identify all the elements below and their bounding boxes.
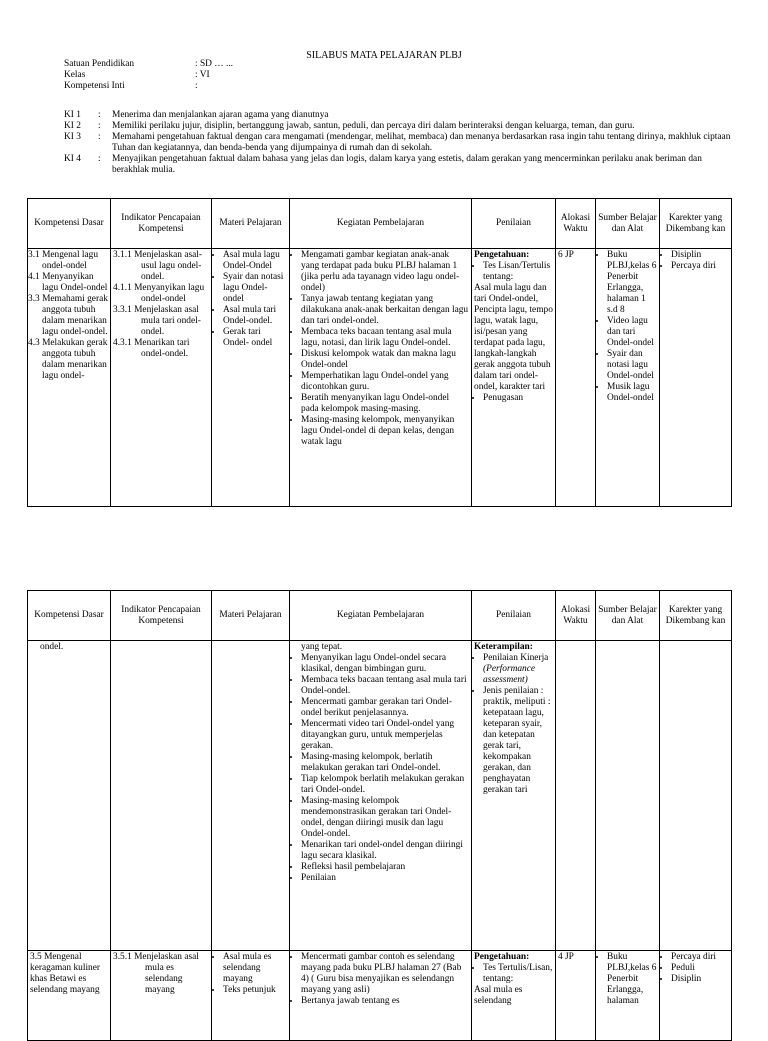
meta-value: : SD … ... [195,59,234,69]
ki-row [64,110,736,121]
syllabus-table-2 [27,590,732,1041]
kegiatan-item: • Beratih menyanyikan lagu Ondel-ondel pada kelompok masing-masing. [301,393,469,415]
ki-colon: : [98,121,101,131]
ki-colon: : [98,132,101,142]
column-header: Karekter yang Dikembang kan [660,199,732,249]
kegiatan-item: • Refleksi hasil pembelajaran [301,862,469,873]
column-header: Penilaian [472,199,556,249]
kegiatan-item: • Tanya jawab tentang kegiatan yang dilakukana anak-anak berkaitan dengan lagu dan tari ondel-ondel. [301,294,469,327]
kd-cell [28,249,111,507]
ki-text: Menyajikan pengetahuan faktual dalam bahasa yang jelas dan logis, dalam karya yang estetis, dalam gerakan yang mencerminkan perilaku anak beriman dan berakhlak mulia. [112,154,702,175]
sumber-cell [596,249,660,507]
kegiatan-item: • Mencermati gambar gerakan tari Ondel-ondel berikut penjelasannya. [301,697,469,719]
karakter-item: • Percaya diri [671,952,729,963]
column-header: Materi Pelajaran [212,591,290,641]
column-header: Kompetensi Dasar [28,591,111,641]
kd-item: 4.3 Melakukan gerak anggota tubuh dalam menarikan lagu ondel- [28,338,108,381]
meta-row [64,81,233,92]
penilaian-heading: Pengetahuan: [474,952,530,962]
indikator-item: 4.1.1 Menyanyikan lagu ondel-ondel [113,283,205,304]
penilaian-item-text: Penilaian Kinerja [483,653,549,663]
ki-row [64,121,736,132]
penilaian-cell [472,249,556,507]
column-header: Kegiatan Pembelajaran [290,199,472,249]
kd-item: 3.3 Memahami gerak anggota tubuh dalam menarikan lagu ondel-ondel. [28,294,108,337]
kegiatan-cell [290,641,472,951]
kd-item: 3.1 Mengenal lagu ondel-ondel [28,250,99,271]
indikator-item: 4.3.1 Menarikan tari ondel-ondel. [113,338,190,359]
column-header: Penilaian [472,591,556,641]
penilaian-item: • Penugasan [483,393,553,404]
table-header-row [28,199,732,249]
sumber-item: • Buku PLBJ,kelas 6 Penerbit Erlangga, halaman [607,952,657,1007]
column-header: Indikator Pencapaian Kompetensi [111,591,212,641]
karakter-cell [660,249,732,507]
ki-code: KI 2 [64,121,81,131]
kegiatan-cell [290,951,472,1041]
penilaian-item: • Tes Lisan/Tertulis tentang: [483,261,553,283]
indikator-item: 3.1.1 Menjelaskan asal-usul lagu ondel-ondel. [113,250,203,282]
ki-row [64,132,736,154]
column-header: Indikator Pencapaian Kompetensi [111,199,212,249]
table-row [28,641,732,951]
kegiatan-item: • Mencermati gambar contoh es selendang mayang pada buku PLBJ halaman 27 (Bab 4) ( Guru bisa menyajikan es selendangn mayang yang asli) [301,952,469,996]
kegiatan-cell [290,249,472,507]
karakter-cell [660,951,732,1041]
kegiatan-item: • Menyanyikan lagu Ondel-ondel secara klasikal, dengan bimbingan guru. [301,653,469,675]
kegiatan-item: • Menarikan tari ondel-ondel dengan diiringi lagu secara klasikal. [301,840,469,862]
table-row [28,249,732,507]
meta-value: : [195,81,198,91]
meta-label: Satuan Pendidikan [64,59,135,69]
penilaian-text: Asal mula es selendang [474,985,523,1006]
kegiatan-item: • Mencermati video tari Ondel-ondel yang ditayangkan guru, untuk memperjelas gerakan. [301,719,469,752]
ki-row [64,154,736,176]
meta-label: Kompetensi Inti [64,81,125,91]
ki-code: KI 1 [64,110,81,120]
kegiatan-continuation: yang tepat. [301,642,343,652]
kd-item: 4.1 Menyanyikan lagu Ondel-ondel [28,272,108,293]
column-header: Alokasi Waktu [556,591,596,641]
alokasi-cell [556,641,596,951]
document-title: SILABUS MATA PELAJARAN PLBJ [306,50,462,61]
penilaian-item: • Jenis penilaian : praktik, meliputi : ketepataan lagu, keteparan syair, dan ketepatan gerak tari, kekompakan gerakan, dan penghayatan gerakan tari [483,686,553,796]
penilaian-item [483,653,553,686]
kd-cell: 3.5 Mengenal keragaman kuliner khas Betawi es selendang mayang [28,951,111,1041]
indikator-item: 3.5.1 Menjelaskan asal mula es selendang mayang [113,952,199,995]
ki-code: KI 4 [64,154,81,164]
materi-cell [212,249,290,507]
penilaian-cell [472,641,556,951]
karakter-cell [660,641,732,951]
indikator-item: 3.3.1 Menjelaskan asal mula tari ondel-ondel. [113,305,201,337]
kd-continuation: ondel. [40,642,64,652]
ki-text: Memahami pengetahuan faktual dengan cara mengamati (mendengar, melihat, membaca) dan menanya berdasarkan rasa ingin tahu tentang dirinya, makhluk ciptaan Tuhan dan kegiatannya, dan benda-benda yang dijumpainya di rumah dan di sekolah. [112,132,731,153]
materi-cell [212,641,290,951]
kegiatan-item: • Tiap kelompok berlatih melakukan gerakan tari Ondel-ondel. [301,774,469,796]
sumber-cell [596,951,660,1041]
penilaian-cell [472,951,556,1041]
ki-code: KI 3 [64,132,81,142]
indikator-cell [111,641,212,951]
column-header: Karekter yang Dikembang kan [660,591,732,641]
karakter-item: • Disiplin [671,250,729,261]
table-header-row [28,591,732,641]
sumber-item: • Syair dan notasi lagu Ondel-ondel [607,349,657,382]
kegiatan-item: • Penilaian [301,873,469,884]
column-header: Kegiatan Pembelajaran [290,591,472,641]
karakter-item: • Percaya diri [671,261,729,272]
column-header: Kompetensi Dasar [28,199,111,249]
materi-item: • Asal mula tari Ondel-ondel. [223,305,287,327]
materi-item: • Teks petunjuk [223,985,287,996]
kegiatan-item: • Masing-masing kelompok, berlatih melakukan gerakan tari Ondel-ondel. [301,752,469,774]
sumber-item: • Musik lagu Ondel-ondel [607,382,657,404]
kegiatan-item: • Membaca teks bacaan tentang asal mula tari Ondel-ondel. [301,675,469,697]
ki-colon: : [98,154,101,164]
kegiatan-item: • Masing-masing kelompok mendemonstrasikan gerakan tari Ondel-ondel, dengan diiringi musik dan lagu Ondel-ondel. [301,796,469,840]
column-header: Alokasi Waktu [556,199,596,249]
meta-row [64,59,233,70]
alokasi-cell: 6 JP [556,249,596,507]
kegiatan-item: • Memperhatikan lagu Ondel-ondel yang dicontohkan guru. [301,371,469,393]
meta-row [64,70,233,81]
kegiatan-item: • Mengamati gambar kegiatan anak-anak yang terdapat pada buku PLBJ halaman 1 (jika perlu ada tayanagn video lagu ondel-ondel) [301,250,469,294]
kd-cell [28,641,111,951]
ki-text: Menerima dan menjalankan ajaran agama yang dianutnya [112,110,329,120]
materi-cell [212,951,290,1041]
ki-colon: : [98,110,101,120]
column-header: Materi Pelajaran [212,199,290,249]
penilaian-heading: Pengetahuan: [474,250,530,260]
alokasi-cell: 4 JP [556,951,596,1041]
karakter-item: • Peduli [671,963,729,974]
indikator-cell [111,951,212,1041]
ki-text: Memiliki perilaku jujur, disiplin, bertanggung jawab, santun, peduli, dan percaya diri dalam berinteraksi dengan keluarga, teman, dan guru. [112,121,635,131]
syllabus-table-1 [27,198,732,507]
penilaian-text: Asal mula lagu dan tari Ondel-ondel, Pencipta lagu, tempo lagu, watak lagu, isi/pesan yang terdapat pada lagu, langkah-langkah gerak anggota tubuh dalam tari ondel-ondel, karakter tari [474,283,553,392]
kegiatan-item: • Masing-masing kelompok, menyanyikan lagu Ondel-ondel di depan kelas, dengan watak lagu [301,415,469,448]
table-row [28,951,732,1041]
kegiatan-item: • Bertanya jawab tentang es [301,996,469,1007]
penilaian-heading: Keterampilan: [474,642,533,652]
meta-value: : VI [195,70,210,80]
column-header: Sumber Belajar dan Alat [596,591,660,641]
indikator-cell [111,249,212,507]
penilaian-item: • Tes Tertulis/Lisan, tentang: [483,963,553,985]
penilaian-item-italic: (Performance assessment) [483,664,536,685]
column-header: Sumber Belajar dan Alat [596,199,660,249]
ki-block [64,110,736,176]
karakter-item: • Disiplin [671,974,729,985]
meta-block [64,59,233,92]
kegiatan-item: • Diskusi kelompok watak dan makna lagu Ondel-ondel [301,349,469,371]
materi-item: • Asal mula es selendang mayang [223,952,287,985]
materi-item: • Syair dan notasi lagu Ondel-ondel [223,272,287,305]
sumber-item: • Video lagu dan tari Ondel-ondel [607,316,657,349]
materi-item: • Gerak tari Ondel- ondel [223,327,287,349]
materi-item: • Asal mula lagu Ondel-Ondel [223,250,287,272]
sumber-item: • Buku PLBJ,kelas 6 Penerbit Erlangga, halaman 1 s.d 8 [607,250,657,316]
sumber-cell [596,641,660,951]
meta-label: Kelas [64,70,86,80]
kegiatan-item: • Membaca teks bacaan tentang asal mula lagu, notasi, dan lirik lagu Ondel-ondel. [301,327,469,349]
